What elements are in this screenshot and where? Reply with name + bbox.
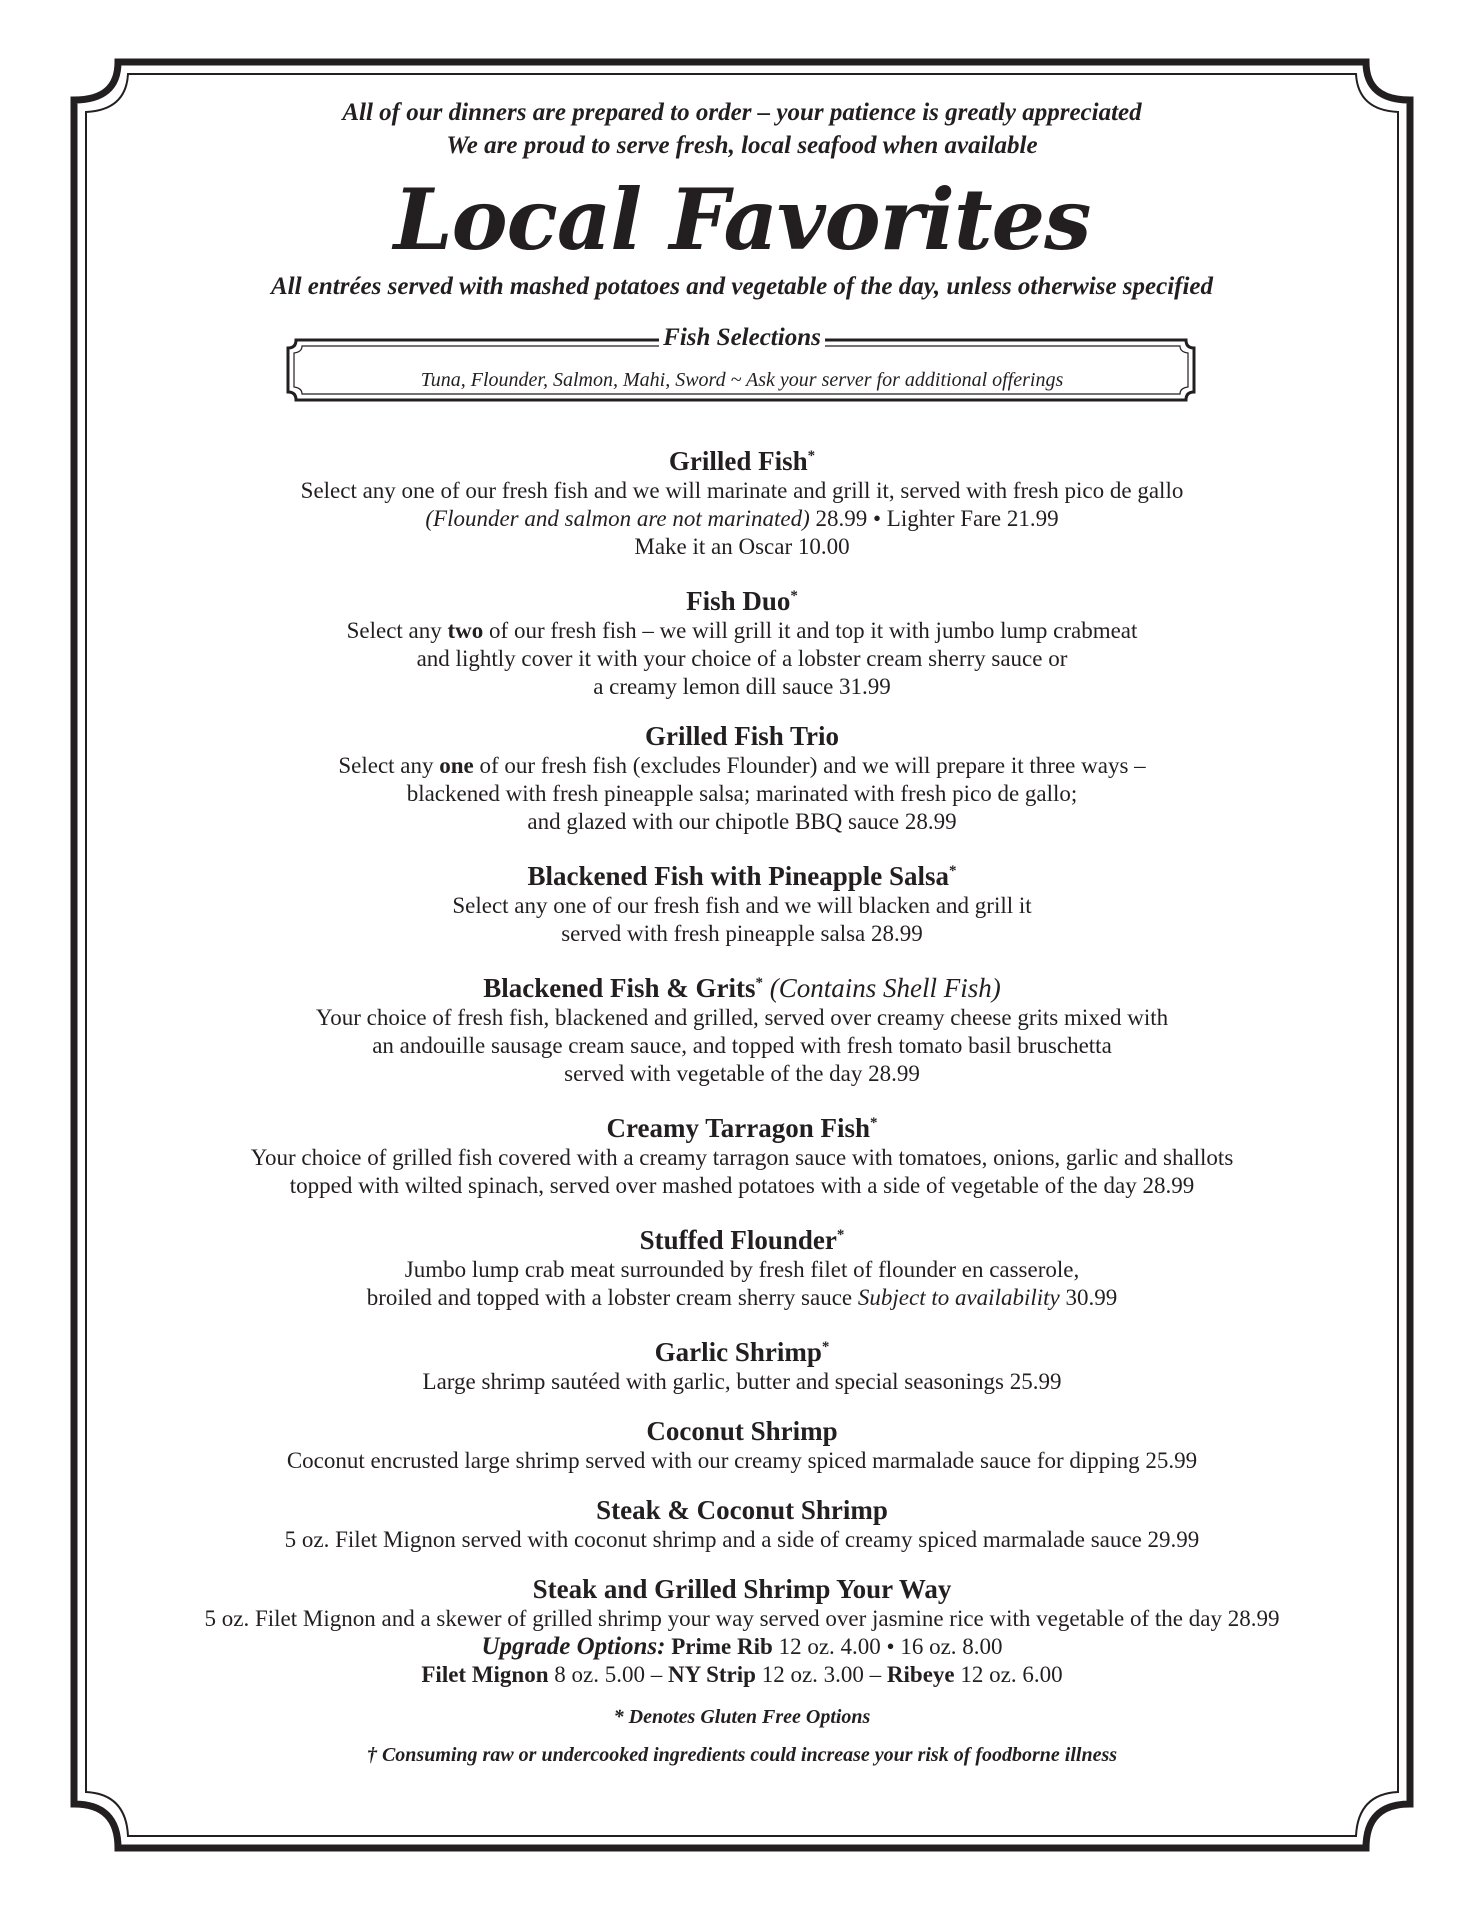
item-description: served with fresh pineapple salsa 28.99 <box>561 921 923 946</box>
item-description: and lightly cover it with your choice of a lobster cream sherry sauce or <box>416 646 1068 671</box>
menu-item-steak-coconut-shrimp <box>110 1494 1374 1554</box>
menu-item-steak-grilled-shrimp <box>110 1573 1374 1689</box>
item-description: topped with wilted spinach, served over mashed potatoes with a side of vegetable of the day 28.99 <box>289 1173 1195 1198</box>
item-description: and glazed with our chipotle BBQ sauce 28.99 <box>527 809 957 834</box>
menu-item-blackened-fish-pineapple <box>110 855 1374 948</box>
item-name: Blackened Fish with Pineapple Salsa* <box>527 861 957 891</box>
item-name: Coconut Shrimp <box>646 1416 838 1446</box>
item-description: (Flounder and salmon are not marinated) 28.99 • Lighter Fare 21.99 <box>425 506 1059 531</box>
item-name: Steak & Coconut Shrimp <box>596 1495 888 1525</box>
item-description: Select any one of our fresh fish (excludes Flounder) and we will prepare it three ways – <box>338 753 1146 778</box>
page-title: Local Favorites <box>393 170 1091 269</box>
item-description: Select any one of our fresh fish and we will marinate and grill it, served with fresh pico de gallo <box>300 478 1184 503</box>
item-description: Select any one of our fresh fish and we will blacken and grill it <box>452 893 1032 918</box>
item-description: Select any two of our fresh fish – we will grill it and top it with jumbo lump crabmeat <box>346 618 1138 643</box>
item-description: blackened with fresh pineapple salsa; marinated with fresh pico de gallo; <box>406 781 1078 806</box>
menu-item-grilled-fish-trio <box>110 720 1374 836</box>
menu-item-blackened-fish-grits <box>110 967 1374 1088</box>
fish-selections-box <box>280 322 1204 404</box>
menu-page <box>110 96 1374 1769</box>
menu-item-coconut-shrimp <box>110 1415 1374 1475</box>
upgrade-options-line-2: Filet Mignon 8 oz. 5.00 – NY Strip 12 oz. 3.00 – Ribeye 12 oz. 6.00 <box>421 1662 1063 1687</box>
item-description: 5 oz. Filet Mignon served with coconut shrimp and a side of creamy spiced marmalade sauce 29.99 <box>284 1527 1200 1552</box>
item-description: served with vegetable of the day 28.99 <box>564 1061 920 1086</box>
menu-item-fish-duo <box>110 580 1374 701</box>
upgrade-options-line-1: Upgrade Options: Prime Rib 12 oz. 4.00 • 16 oz. 8.00 <box>481 1633 1003 1660</box>
fish-selections-list: Tuna, Flounder, Salmon, Mahi, Sword ~ Ask your server for additional offerings <box>420 369 1064 391</box>
menu-items <box>110 440 1374 1689</box>
intro-line-2: We are proud to serve fresh, local seafood when available <box>446 132 1038 159</box>
item-name: Garlic Shrimp* <box>654 1337 830 1367</box>
menu-item-creamy-tarragon-fish <box>110 1107 1374 1200</box>
item-name: Steak and Grilled Shrimp Your Way <box>532 1574 952 1604</box>
item-description: broiled and topped with a lobster cream sherry sauce Subject to availability 30.99 <box>366 1285 1118 1310</box>
page-subtitle: All entrées served with mashed potatoes and vegetable of the day, unless otherwise specified <box>270 273 1214 300</box>
item-name: Grilled Fish* <box>668 446 816 476</box>
menu-item-grilled-fish <box>110 440 1374 561</box>
menu-item-garlic-shrimp <box>110 1331 1374 1396</box>
intro-line-1: All of our dinners are prepared to order – your patience is greatly appreciated <box>342 99 1142 126</box>
item-name: Fish Duo* <box>686 586 798 616</box>
item-name: Blackened Fish & Grits* (Contains Shell Fish) <box>483 973 1001 1003</box>
item-description: Coconut encrusted large shrimp served with our creamy spiced marmalade sauce for dipping 25.99 <box>286 1448 1198 1473</box>
item-description: Your choice of fresh fish, blackened and grilled, served over creamy cheese grits mixed with <box>315 1005 1169 1030</box>
gluten-free-footnote: * Denotes Gluten Free Options <box>613 1706 871 1728</box>
item-name: Grilled Fish Trio <box>644 721 839 751</box>
item-description: Jumbo lump crab meat surrounded by fresh filet of flounder en casserole, <box>404 1257 1080 1282</box>
menu-item-stuffed-flounder <box>110 1219 1374 1312</box>
item-description: a creamy lemon dill sauce 31.99 <box>593 674 891 699</box>
item-description: an andouille sausage cream sauce, and topped with fresh tomato basil bruschetta <box>372 1033 1112 1058</box>
item-description: Make it an Oscar 10.00 <box>634 534 850 559</box>
item-name: Stuffed Flounder* <box>639 1225 845 1255</box>
item-description: 5 oz. Filet Mignon and a skewer of grilled shrimp your way served over jasmine rice with vegetable of the day 28.99 <box>204 1606 1280 1631</box>
fish-selections-heading: Fish Selections <box>280 322 1204 354</box>
item-description: Your choice of grilled fish covered with a creamy tarragon sauce with tomatoes, onions, garlic and shallots <box>250 1145 1234 1170</box>
item-description: Large shrimp sautéed with garlic, butter and special seasonings 25.99 <box>422 1369 1062 1394</box>
raw-food-warning: † Consuming raw or undercooked ingredients could increase your risk of foodborne illness <box>366 1744 1118 1766</box>
item-name: Creamy Tarragon Fish* <box>606 1113 878 1143</box>
